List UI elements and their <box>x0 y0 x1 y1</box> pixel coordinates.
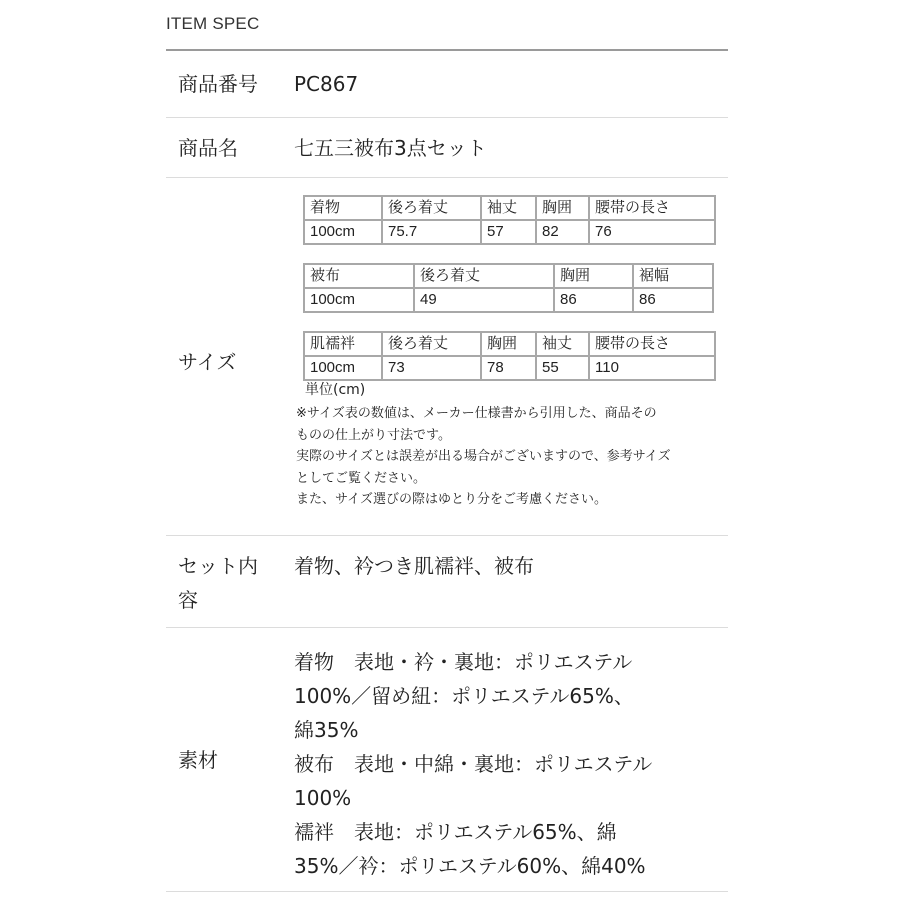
material-line: 襦袢 表地：ポリエステル65%、綿 <box>294 819 617 844</box>
size-tables <box>294 178 728 535</box>
note-line: 実際のサイズとは誤差が出る場合がございますので、参考サイズ <box>296 449 671 464</box>
table-header-row <box>304 264 713 288</box>
spec-label: 商品名 <box>178 135 238 160</box>
material-line: 綿35% <box>294 717 359 742</box>
table-row <box>304 288 713 312</box>
material-line: 100% <box>294 785 352 810</box>
spec-label-line: セット内 <box>178 554 258 578</box>
table-cell: 被布 <box>304 264 414 288</box>
size-table-hadajuban <box>303 331 716 381</box>
size-table-hifu <box>303 263 714 313</box>
spec-label: サイズ <box>178 349 237 374</box>
table-cell: 55 <box>536 356 589 380</box>
note-line: ものの仕上がり寸法です。 <box>296 427 451 443</box>
table-cell: 100cm <box>304 288 414 312</box>
table-cell: 着物 <box>304 196 382 220</box>
size-table-kimono <box>303 195 716 245</box>
table-cell: 胸囲 <box>554 264 633 288</box>
table-cell: 100cm <box>304 356 382 380</box>
table-cell: 後ろ着丈 <box>414 264 554 288</box>
spec-label: 商品番号 <box>178 72 258 96</box>
table-cell: 49 <box>414 288 554 312</box>
unit-label: 単位(cm) <box>305 382 366 398</box>
page-title: ITEM SPEC <box>166 14 260 33</box>
table-cell: 76 <box>589 220 715 244</box>
table-cell: 胸囲 <box>536 196 589 220</box>
spec-value: 着物、衿つき肌襦袢、被布 <box>294 554 534 578</box>
table-cell: 後ろ着丈 <box>382 196 481 220</box>
spec-row-product-number <box>166 51 728 118</box>
table-cell: 腰帯の長さ <box>589 196 715 220</box>
spec-row-material <box>166 628 728 892</box>
note-line: ※サイズ表の数値は、メーカー仕様書から引用した、商品その <box>296 406 657 421</box>
spec-label: 素材 <box>178 747 218 772</box>
table-cell: 裾幅 <box>633 264 713 288</box>
material-line: 着物 表地・衿・裏地：ポリエステル <box>294 649 633 674</box>
spec-row-product-name <box>166 118 728 178</box>
spec-label <box>166 536 294 627</box>
table-cell: 73 <box>382 356 481 380</box>
note-line: としてご覧ください。 <box>296 470 427 486</box>
table-cell: 後ろ着丈 <box>382 332 481 356</box>
spec-value: 七五三被布3点セット <box>294 135 487 160</box>
table-cell: 75.7 <box>382 220 481 244</box>
material-line: 35%／衿：ポリエステル60%、綿40% <box>294 853 646 878</box>
table-cell: 57 <box>481 220 536 244</box>
table-cell: 胸囲 <box>481 332 536 356</box>
table-cell: 袖丈 <box>536 332 589 356</box>
table-header-row <box>304 196 715 220</box>
spec-value: PC867 <box>294 72 359 96</box>
table-cell: 腰帯の長さ <box>589 332 715 356</box>
table-cell: 袖丈 <box>481 196 536 220</box>
table-cell: 86 <box>633 288 713 312</box>
material-lines <box>294 637 728 883</box>
table-cell: 78 <box>481 356 536 380</box>
spec-row-set-contents <box>166 536 728 628</box>
table-cell: 100cm <box>304 220 382 244</box>
size-notes <box>296 403 728 511</box>
spec-label-line: 容 <box>178 588 198 612</box>
table-row <box>304 356 715 380</box>
table-row <box>304 220 715 244</box>
note-line: また、サイズ選びの際はゆとり分をご考慮ください。 <box>296 492 607 507</box>
spec-row-size <box>166 178 728 536</box>
material-line: 被布 表地・中綿・裏地：ポリエステル <box>294 751 653 776</box>
spec-list <box>166 51 728 892</box>
table-cell: 肌襦袢 <box>304 332 382 356</box>
table-cell: 110 <box>589 356 715 380</box>
table-cell: 82 <box>536 220 589 244</box>
table-header-row <box>304 332 715 356</box>
table-cell: 86 <box>554 288 633 312</box>
material-line: 100%／留め紐：ポリエステル65%、 <box>294 683 634 708</box>
